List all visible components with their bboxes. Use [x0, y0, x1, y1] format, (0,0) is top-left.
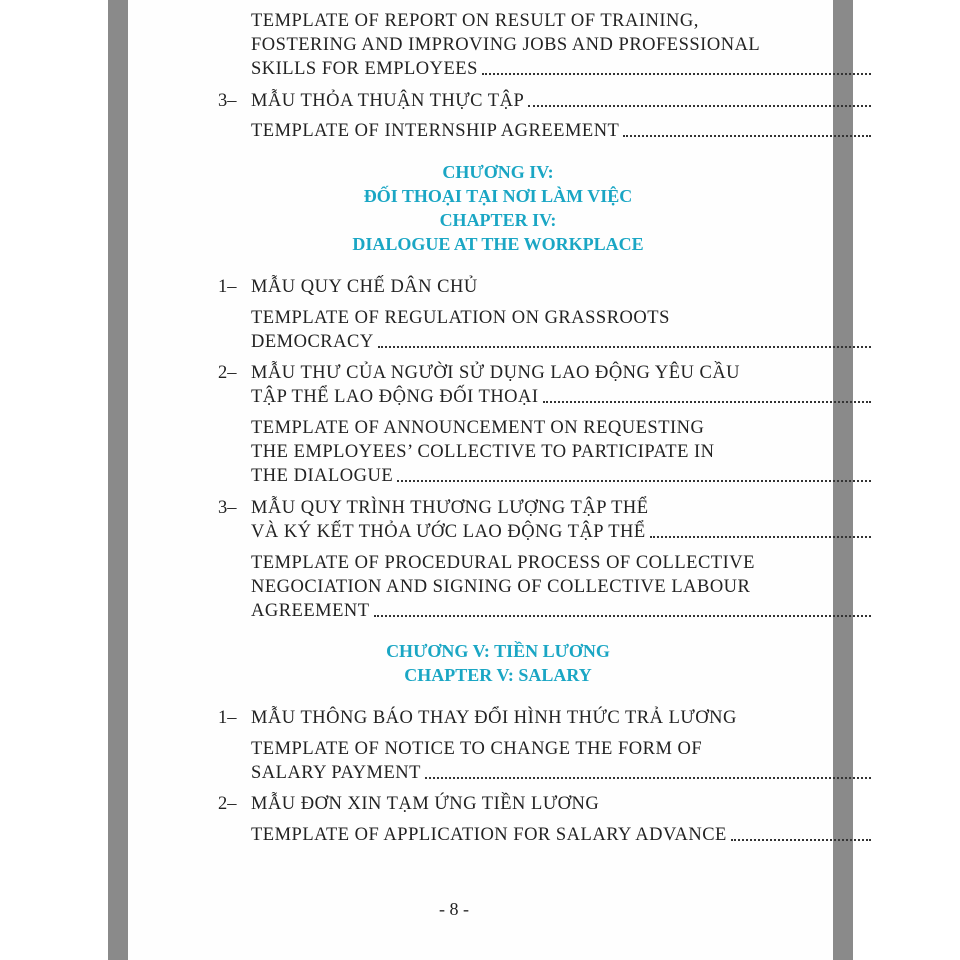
toc-line — [251, 331, 871, 353]
toc-line — [251, 90, 871, 112]
toc-line — [251, 762, 871, 784]
item-number: 1– — [218, 708, 237, 728]
toc-line: NEGOCIATION AND SIGNING OF COLLECTIVE LABOUR — [251, 577, 751, 597]
toc-line-text: DEMOCRACY — [251, 332, 374, 352]
toc-line: MẪU THƯ CỦA NGƯỜI SỬ DỤNG LAO ĐỘNG YÊU CẦU — [251, 363, 741, 383]
item-number: 2– — [218, 794, 237, 814]
chapter-4-en-label: CHAPTER IV: — [439, 210, 557, 230]
chapter-4-en-title: DIALOGUE AT THE WORKPLACE — [352, 234, 644, 254]
document-page — [128, 0, 833, 960]
item-number: 3– — [218, 91, 237, 111]
table-of-contents — [128, 0, 833, 960]
toc-line: MẪU QUY CHẾ DÂN CHỦ — [251, 277, 478, 297]
item-number: 3– — [218, 498, 237, 518]
toc-line: TEMPLATE OF NOTICE TO CHANGE THE FORM OF — [251, 739, 703, 759]
chapter-4-vi-title: ĐỐI THOẠI TẠI NƠI LÀM VIỆC — [363, 186, 633, 206]
toc-line-text: THE DIALOGUE — [251, 466, 394, 486]
chapter-5-en-title: CHAPTER V: SALARY — [404, 665, 592, 685]
toc-line: MẪU QUY TRÌNH THƯƠNG LƯỢNG TẬP THỂ — [251, 498, 649, 518]
item-number: 1– — [218, 277, 237, 297]
toc-line: THE EMPLOYEES’ COLLECTIVE TO PARTICIPATE IN — [251, 442, 715, 462]
toc-line-text: TẬP THỂ LAO ĐỘNG ĐỐI THOẠI — [251, 387, 539, 407]
toc-line-text: SKILLS FOR EMPLOYEES — [251, 59, 478, 79]
toc-line — [251, 58, 871, 80]
left-frame-border — [108, 0, 128, 960]
toc-line-text: MẪU THỎA THUẬN THỰC TẬP — [251, 91, 525, 111]
chapter-5-vi-title: CHƯƠNG V: TIỀN LƯƠNG — [386, 641, 610, 661]
toc-line-text: VÀ KÝ KẾT THỎA ƯỚC LAO ĐỘNG TẬP THỂ — [251, 522, 646, 542]
toc-line: MẪU THÔNG BÁO THAY ĐỔI HÌNH THỨC TRẢ LƯƠNG — [251, 708, 737, 728]
toc-line: TEMPLATE OF REGULATION ON GRASSROOTS — [251, 308, 670, 328]
toc-line-text: SALARY PAYMENT — [251, 763, 421, 783]
toc-line — [251, 386, 871, 408]
item-number: 2– — [218, 363, 237, 383]
toc-line-text: TEMPLATE OF APPLICATION FOR SALARY ADVANCE — [251, 825, 727, 845]
toc-line — [251, 521, 871, 543]
toc-line — [251, 465, 871, 487]
toc-line-text: AGREEMENT — [251, 601, 370, 621]
toc-line: FOSTERING AND IMPROVING JOBS AND PROFESSIONAL — [251, 35, 761, 55]
toc-line: TEMPLATE OF REPORT ON RESULT OF TRAINING, — [251, 11, 699, 31]
toc-line — [251, 824, 871, 846]
chapter-4-vi-label: CHƯƠNG IV: — [442, 162, 554, 182]
toc-line — [251, 120, 871, 142]
toc-line: TEMPLATE OF PROCEDURAL PROCESS OF COLLECTIVE — [251, 553, 755, 573]
toc-line-text: TEMPLATE OF INTERNSHIP AGREEMENT — [251, 121, 620, 141]
toc-line: TEMPLATE OF ANNOUNCEMENT ON REQUESTING — [251, 418, 705, 438]
page-number: - 8 - — [439, 899, 469, 919]
toc-line: MẪU ĐƠN XIN TẠM ỨNG TIỀN LƯƠNG — [251, 794, 600, 814]
toc-line — [251, 600, 871, 622]
